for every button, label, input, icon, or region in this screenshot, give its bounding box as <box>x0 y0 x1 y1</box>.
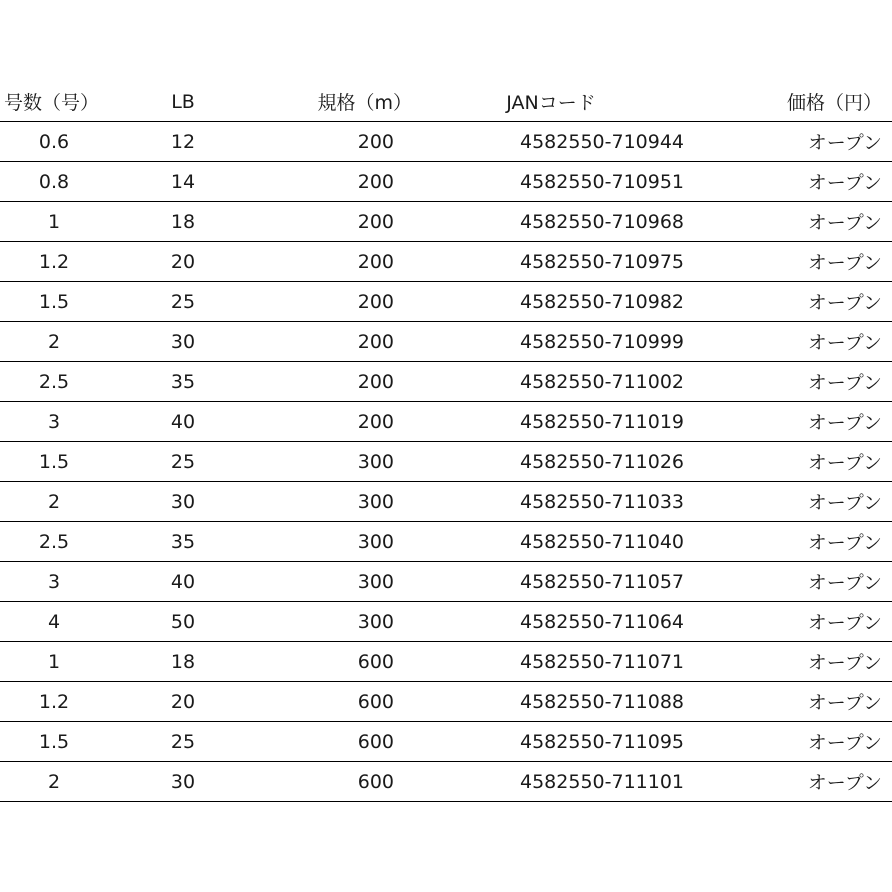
table-row <box>0 562 892 602</box>
header-size: 号数（号） <box>0 82 108 122</box>
table-row <box>0 642 892 682</box>
cell-length: 300 <box>258 442 418 482</box>
cell-length: 200 <box>258 322 418 362</box>
cell-price: オープン <box>664 122 892 162</box>
cell-jan: 4582550-711071 <box>418 642 664 682</box>
table-row <box>0 722 892 762</box>
cell-length: 600 <box>258 682 418 722</box>
cell-jan: 4582550-711088 <box>418 682 664 722</box>
cell-length: 200 <box>258 202 418 242</box>
cell-length: 200 <box>258 122 418 162</box>
header-row <box>0 82 892 122</box>
table-row <box>0 442 892 482</box>
cell-lb: 40 <box>108 402 258 442</box>
cell-size: 2.5 <box>0 362 108 402</box>
cell-lb: 50 <box>108 602 258 642</box>
cell-price: オープン <box>664 402 892 442</box>
cell-price: オープン <box>664 282 892 322</box>
cell-size: 0.8 <box>0 162 108 202</box>
cell-size: 1.5 <box>0 722 108 762</box>
cell-jan: 4582550-710975 <box>418 242 664 282</box>
cell-lb: 25 <box>108 282 258 322</box>
table-row <box>0 242 892 282</box>
cell-price: オープン <box>664 642 892 682</box>
cell-price: オープン <box>664 682 892 722</box>
cell-length: 600 <box>258 722 418 762</box>
cell-lb: 14 <box>108 162 258 202</box>
cell-jan: 4582550-711033 <box>418 482 664 522</box>
cell-price: オープン <box>664 562 892 602</box>
cell-price: オープン <box>664 242 892 282</box>
cell-size: 4 <box>0 602 108 642</box>
cell-length: 600 <box>258 762 418 802</box>
cell-jan: 4582550-711064 <box>418 602 664 642</box>
cell-price: オープン <box>664 362 892 402</box>
cell-size: 2 <box>0 482 108 522</box>
table-row <box>0 122 892 162</box>
cell-lb: 12 <box>108 122 258 162</box>
cell-size: 2.5 <box>0 522 108 562</box>
cell-size: 2 <box>0 762 108 802</box>
cell-size: 1.2 <box>0 242 108 282</box>
table-row <box>0 202 892 242</box>
cell-size: 0.6 <box>0 122 108 162</box>
cell-size: 1 <box>0 202 108 242</box>
cell-price: オープン <box>664 202 892 242</box>
cell-length: 200 <box>258 282 418 322</box>
cell-jan: 4582550-711026 <box>418 442 664 482</box>
cell-size: 2 <box>0 322 108 362</box>
cell-jan: 4582550-711095 <box>418 722 664 762</box>
cell-length: 300 <box>258 482 418 522</box>
cell-length: 300 <box>258 602 418 642</box>
cell-lb: 40 <box>108 562 258 602</box>
cell-price: オープン <box>664 602 892 642</box>
cell-length: 200 <box>258 362 418 402</box>
cell-price: オープン <box>664 522 892 562</box>
cell-lb: 35 <box>108 362 258 402</box>
cell-jan: 4582550-710982 <box>418 282 664 322</box>
cell-lb: 35 <box>108 522 258 562</box>
table-row <box>0 682 892 722</box>
cell-length: 300 <box>258 522 418 562</box>
cell-size: 1.5 <box>0 442 108 482</box>
cell-lb: 25 <box>108 722 258 762</box>
table-body <box>0 122 892 802</box>
table-row <box>0 602 892 642</box>
header-length: 規格（m） <box>258 82 418 122</box>
cell-lb: 30 <box>108 322 258 362</box>
cell-lb: 25 <box>108 442 258 482</box>
cell-price: オープン <box>664 442 892 482</box>
table-row <box>0 762 892 802</box>
cell-length: 300 <box>258 562 418 602</box>
cell-size: 1.5 <box>0 282 108 322</box>
table-header <box>0 82 892 122</box>
cell-length: 200 <box>258 162 418 202</box>
cell-jan: 4582550-710951 <box>418 162 664 202</box>
cell-lb: 30 <box>108 482 258 522</box>
table-row <box>0 482 892 522</box>
cell-length: 200 <box>258 402 418 442</box>
cell-size: 1.2 <box>0 682 108 722</box>
cell-lb: 30 <box>108 762 258 802</box>
table-row <box>0 402 892 442</box>
cell-lb: 20 <box>108 242 258 282</box>
cell-price: オープン <box>664 322 892 362</box>
table-row <box>0 362 892 402</box>
cell-price: オープン <box>664 482 892 522</box>
cell-length: 600 <box>258 642 418 682</box>
cell-length: 200 <box>258 242 418 282</box>
header-jan: JANコード <box>418 82 664 122</box>
cell-jan: 4582550-711019 <box>418 402 664 442</box>
cell-price: オープン <box>664 762 892 802</box>
cell-size: 1 <box>0 642 108 682</box>
cell-jan: 4582550-710968 <box>418 202 664 242</box>
cell-lb: 20 <box>108 682 258 722</box>
cell-size: 3 <box>0 562 108 602</box>
spec-table <box>0 82 892 802</box>
cell-lb: 18 <box>108 642 258 682</box>
cell-jan: 4582550-710944 <box>418 122 664 162</box>
cell-price: オープン <box>664 722 892 762</box>
cell-size: 3 <box>0 402 108 442</box>
cell-jan: 4582550-710999 <box>418 322 664 362</box>
table-row <box>0 322 892 362</box>
header-price: 価格（円） <box>664 82 892 122</box>
cell-jan: 4582550-711101 <box>418 762 664 802</box>
header-lb: LB <box>108 82 258 122</box>
cell-jan: 4582550-711002 <box>418 362 664 402</box>
table-row <box>0 162 892 202</box>
cell-jan: 4582550-711040 <box>418 522 664 562</box>
table-row <box>0 522 892 562</box>
cell-price: オープン <box>664 162 892 202</box>
cell-jan: 4582550-711057 <box>418 562 664 602</box>
cell-lb: 18 <box>108 202 258 242</box>
table-row <box>0 282 892 322</box>
